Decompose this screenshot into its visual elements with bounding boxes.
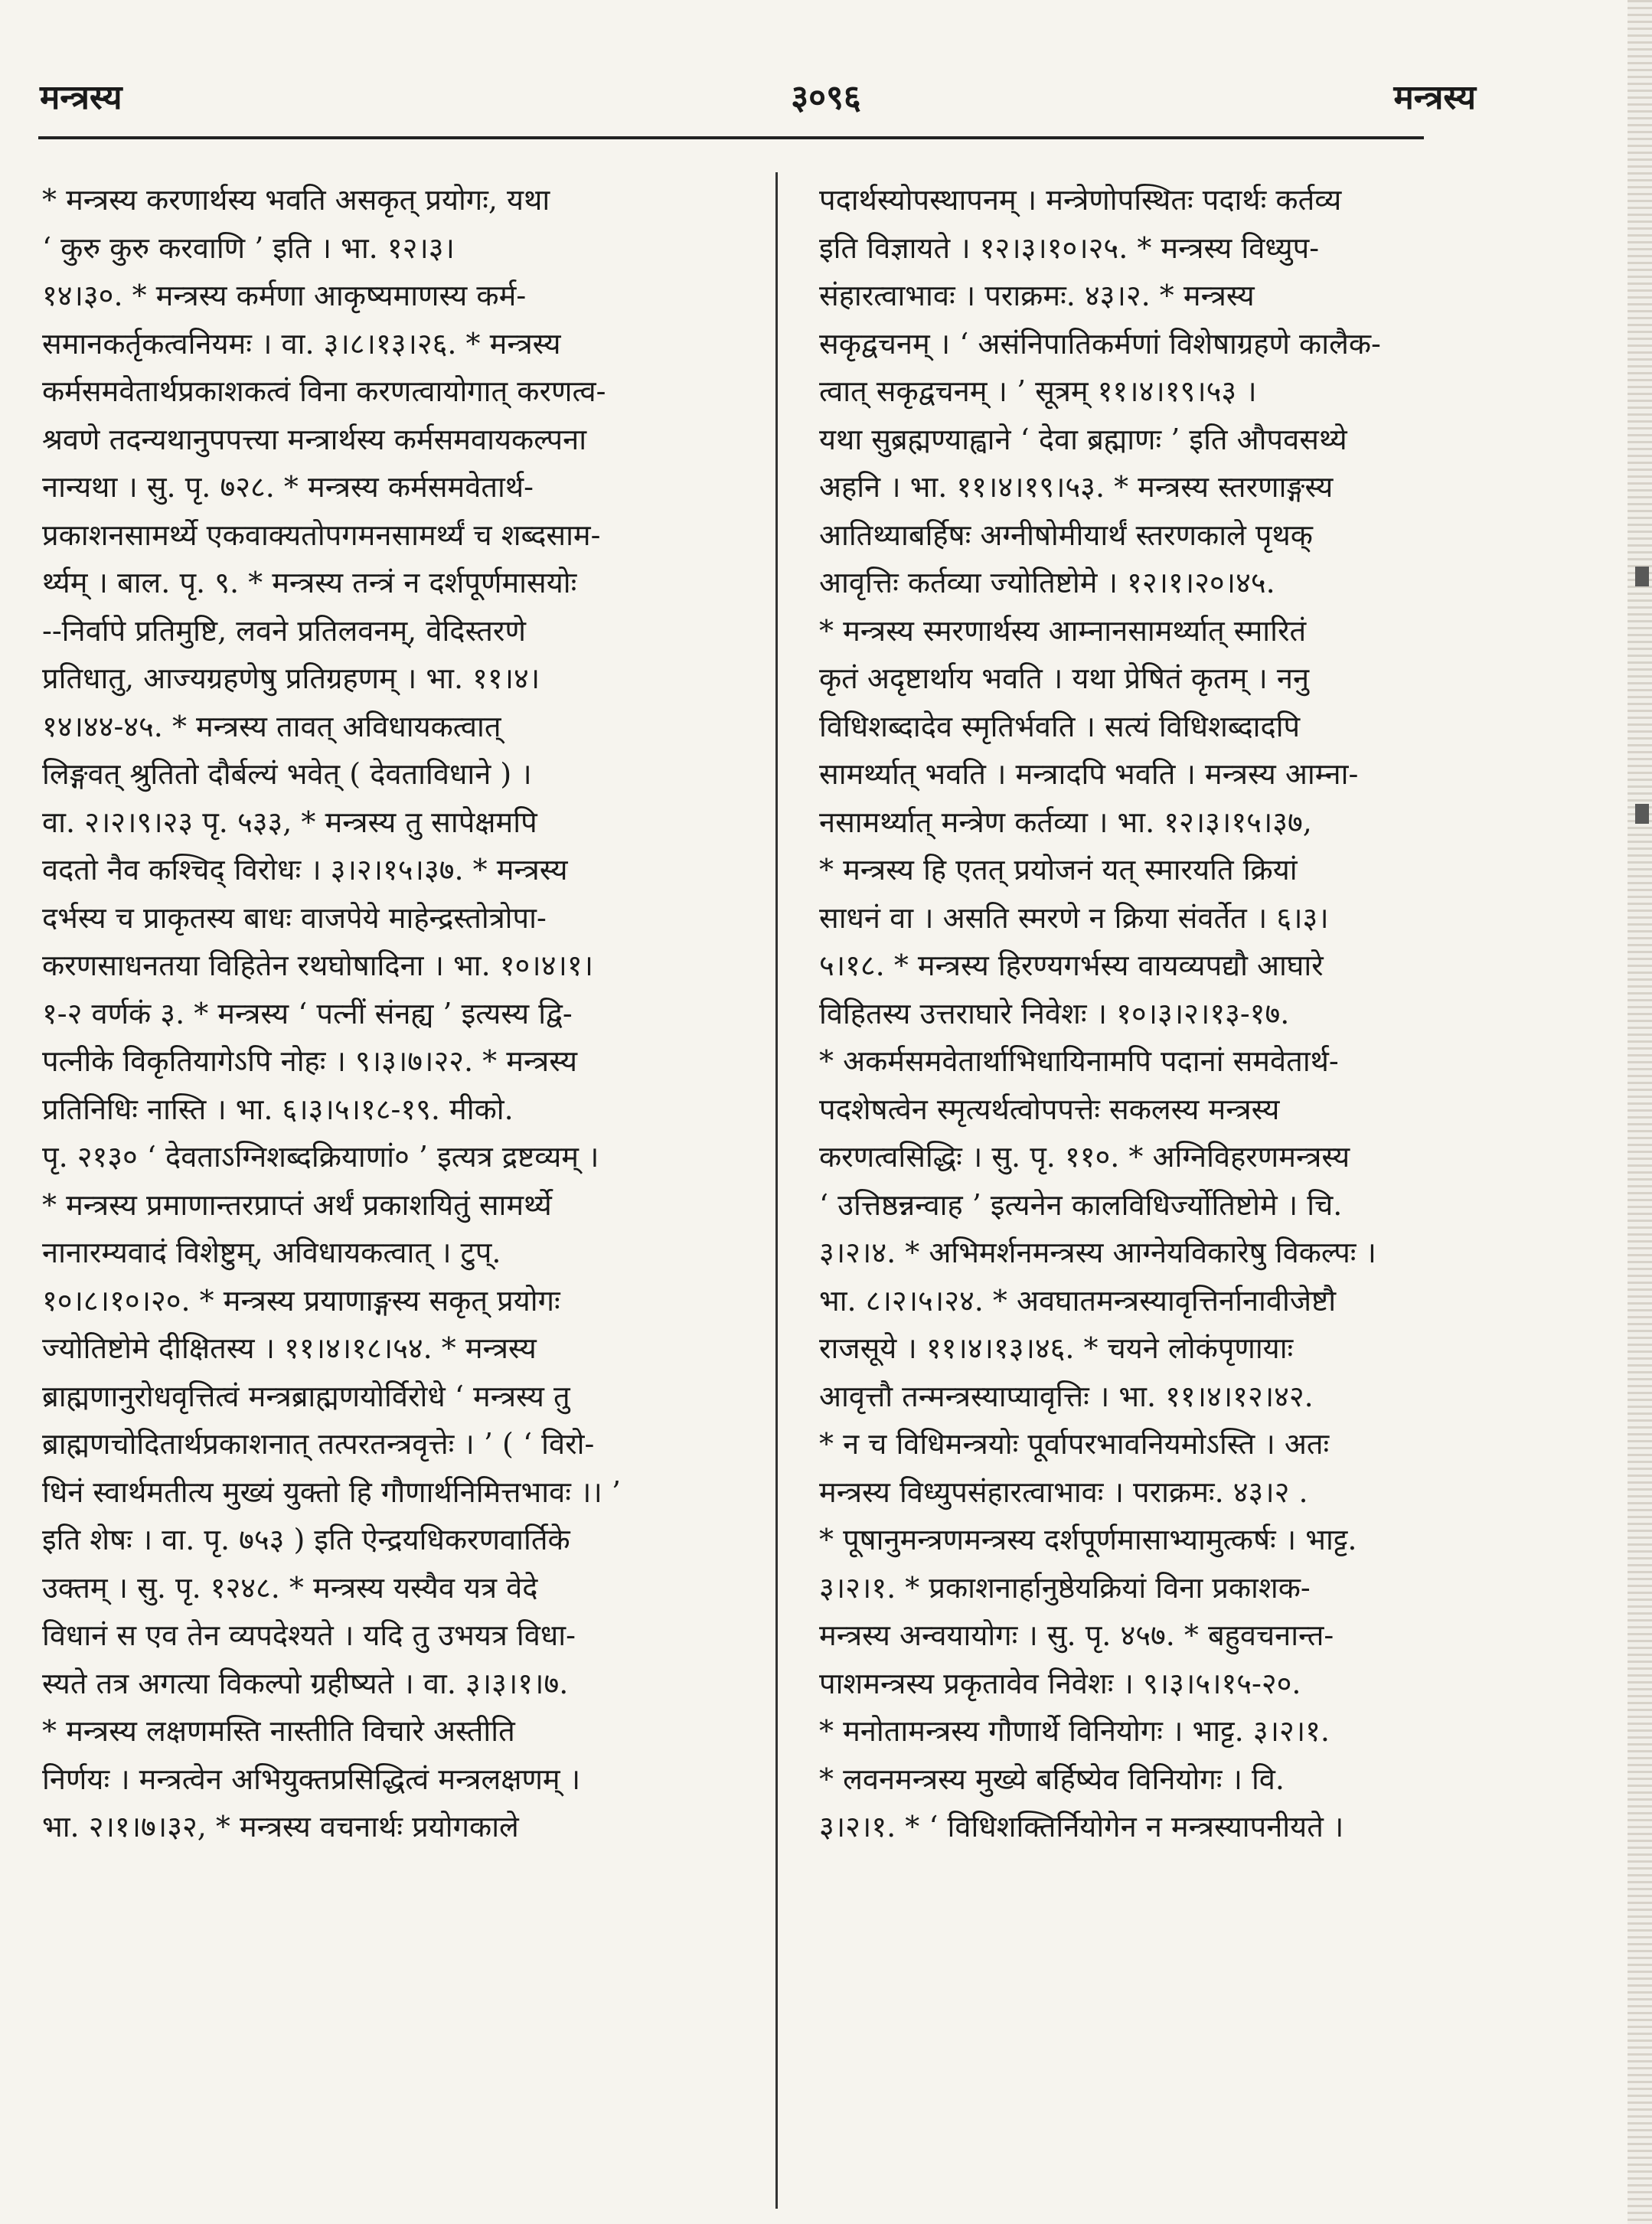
- text-line: १४।४४-४५. * मन्त्रस्य तावत् अविधायकत्वात्: [42, 709, 501, 743]
- text-line: र्थ्यम् । बाल. पृ. ९. * मन्त्रस्य तन्त्रं न दर्शपूर्णमासयोः: [42, 566, 577, 599]
- page-number: ३०९६: [791, 78, 861, 117]
- column-divider: [775, 172, 778, 2209]
- text-line: आवृत्तिः कर्तव्या ज्योतिष्टोमे । १२।१।२०।४५.: [819, 566, 1275, 599]
- text-line: संहारत्वाभावः । पराक्रमः. ४३।२. * मन्त्रस्य: [819, 279, 1255, 312]
- edge-mark: [1635, 804, 1649, 824]
- text-line: * लवनमन्त्रस्य मुख्ये बर्हिष्येव विनियोगः । वि.: [819, 1762, 1285, 1796]
- text-line: * मन्त्रस्य स्मरणार्थस्य आम्नानसामर्थ्यात् स्मारितं: [819, 613, 1307, 648]
- edge-mark: [1635, 567, 1649, 586]
- text-line: नान्यथा । सु. पृ. ७२८. * मन्त्रस्य कर्मसमवेतार्थ-: [42, 470, 534, 504]
- text-line: मन्त्रस्य विध्युपसंहारत्वाभावः । पराक्रमः. ४३।२ .: [819, 1475, 1308, 1509]
- text-line: * अकर्मसमवेतार्थाभिधायिनामपि पदानां समवेतार्थ-: [819, 1044, 1339, 1078]
- text-line: विधानं स एव तेन व्यपदेश्यते । यदि तु उभयत्र विधा-: [42, 1618, 576, 1652]
- text-line: * मन्त्रस्य करणार्थस्य भवति असकृत् प्रयोगः, यथा: [42, 183, 550, 217]
- text-line: * मनोतामन्त्रस्य गौणार्थे विनियोगः । भाट्ट. ३।२।१.: [819, 1714, 1330, 1748]
- text-line: भा. २।१।७।३२, * मन्त्रस्य वचनार्थः प्रयोगकाले: [42, 1810, 519, 1844]
- text-line: दर्भस्य च प्राकृतस्य बाधः वाजपेये माहेन्द्रस्तोत्रोपा-: [42, 900, 547, 935]
- text-line: इति विज्ञायते । १२।३।१०।२५. * मन्त्रस्य विध्युप-: [819, 230, 1320, 265]
- left-column: [42, 176, 762, 1851]
- text-line: पाशमन्त्रस्य प्रकृतावेव निवेशः । ९।३।५।१५-२०.: [819, 1666, 1301, 1700]
- text-line: आतिथ्याबर्हिषः अग्नीषोमीयार्थं स्तरणकाले पृथक्: [819, 518, 1313, 552]
- text-line: सामर्थ्यात् भवति । मन्त्रादपि भवति । मन्त्रस्य आम्ना-: [819, 757, 1359, 791]
- text-line: अहनि । भा. ११।४।१९।५३. * मन्त्रस्य स्तरणाङ्गस्य: [819, 470, 1334, 504]
- running-head-left: मन्त्रस्य: [40, 78, 122, 117]
- text-line: --निर्वापे प्रतिमुष्टि, लवने प्रतिलवनम्, वेदिस्तरणे: [42, 613, 526, 648]
- text-line: प्रकाशनसामर्थ्ये एकवाक्यतोपगमनसामर्थ्यं च शब्दसाम-: [42, 518, 601, 552]
- text-line: वा. २।२।९।२३ पृ. ५३३, * मन्त्रस्य तु सापेक्षमपि: [42, 805, 537, 839]
- text-line: पदार्थस्योपस्थापनम् । मन्त्रेणोपस्थितः पदार्थः कर्तव्य: [819, 183, 1342, 217]
- text-line: वदतो नैव कश्चिद् विरोधः । ३।२।१५।३७. * मन्त्रस्य: [42, 853, 568, 887]
- text-line: साधनं वा । असति स्मरणे न क्रिया संवर्तेत । ६।३।: [819, 900, 1329, 935]
- text-line: ‘ कुरु कुरु करवाणि ’ इति । भा. १२।३।: [42, 230, 455, 265]
- text-line: १-२ वर्णकं ३. * मन्त्रस्य ‘ पत्नीं संनह्य ’ इत्यस्य द्वि-: [42, 996, 573, 1030]
- text-line: इति शेषः । वा. पृ. ७५३ ) इति ऐन्द्रयधिकरणवार्तिके: [42, 1523, 570, 1556]
- text-line: कृतं अदृष्टार्थाय भवति । यथा प्रेषितं कृतम् । ननु: [819, 661, 1310, 695]
- text-line: ज्योतिष्टोमे दीक्षितस्य । ११।४।१८।५४. * मन्त्रस्य: [42, 1331, 537, 1365]
- text-line: ३।२।४. * अभिमर्शनमन्त्रस्य आग्नेयविकारेषु विकल्पः ।: [819, 1236, 1376, 1269]
- text-line: प्रतिनिधिः नास्ति । भा. ६।३।५।१८-१९. मीको.: [42, 1092, 514, 1126]
- text-line: कर्मसमवेतार्थप्रकाशकत्वं विना करणत्वायोगात् करणत्व-: [42, 374, 606, 408]
- text-line: प्रतिधातु, आज्यग्रहणेषु प्रतिग्रहणम् । भा. ११।४।: [42, 661, 540, 695]
- text-line: पृ. २१३० ‘ देवताऽग्निशब्दक्रियाणां० ’ इत्यत्र द्रष्टव्यम् ।: [42, 1140, 599, 1174]
- text-line: करणसाधनतया विहितेन रथघोषादिना । भा. १०।४।१।: [42, 949, 594, 982]
- text-line: पत्नीके विकृतियागेऽपि नोहः । ९।३।७।२२. * मन्त्रस्य: [42, 1044, 578, 1078]
- text-line: ५।१८. * मन्त्रस्य हिरण्यगर्भस्य वायव्यपद्यौ आघारे: [819, 949, 1324, 982]
- text-line: १४।३०. * मन्त्रस्य कर्मणा आकृष्यमाणस्य कर्म-: [42, 279, 527, 312]
- text-line: * पूषानुमन्त्रणमन्त्रस्य दर्शपूर्णमासाभ्यामुत्कर्षः । भाट्ट.: [819, 1523, 1357, 1556]
- text-line: त्वात् सकृद्वचनम् । ’ सूत्रम् ११।४।१९।५३ ।: [819, 374, 1257, 408]
- text-line: ब्राह्मणचोदितार्थप्रकाशनात् तत्परतन्त्रवृत्तेः । ’ ( ‘ विरो-: [42, 1427, 595, 1461]
- text-line: १०।८।१०।२०. * मन्त्रस्य प्रयाणाङ्गस्य सकृत् प्रयोगः: [42, 1283, 560, 1318]
- text-line: * मन्त्रस्य लक्षणमस्ति नास्तीति विचारे अस्तीति: [42, 1714, 515, 1748]
- text-line: भा. ८।२।५।२४. * अवघातमन्त्रस्यावृत्तिर्नानावीजेष्टौ: [819, 1283, 1337, 1318]
- text-line: धिनं स्वार्थमतीत्य मुख्यं युक्तो हि गौणार्थनिमित्तभावः ।। ’: [42, 1475, 621, 1509]
- text-line: समानकर्तृकत्वनियमः । वा. ३।८।१३।२६. * मन्त्रस्य: [42, 326, 561, 361]
- text-line: ब्राह्मणानुरोधवृत्तित्वं मन्त्रब्राह्मणयोर्विरोधे ‘ मन्त्रस्य तु: [42, 1379, 570, 1413]
- text-line: उक्तम् । सु. पृ. १२४८. * मन्त्रस्य यस्यैव यत्र वेदे: [42, 1570, 538, 1605]
- text-line: * न च विधिमन्त्रयोः पूर्वापरभावनियमोऽस्ति । अतः: [819, 1427, 1330, 1461]
- page-edge: [1628, 0, 1652, 2224]
- text-line: * मन्त्रस्य प्रमाणान्तरप्राप्तं अर्थं प्रकाशयितुं सामर्थ्ये: [42, 1187, 552, 1222]
- text-line: नानारम्यवादं विशेष्टुम्, अविधायकत्वात् । टुप्.: [42, 1236, 501, 1269]
- text-line: नसामर्थ्यात् मन्त्रेण कर्तव्या । भा. १२।३।१५।३७,: [819, 805, 1312, 839]
- text-line: लिङ्गवत् श्रुतितो दौर्बल्यं भवेत् ( देवताविधाने ) ।: [42, 757, 532, 791]
- text-line: आवृत्तौ तन्मन्त्रस्याप्यावृत्तिः । भा. ११।४।१२।४२.: [819, 1379, 1314, 1413]
- text-line: मन्त्रस्य अन्वयायोगः । सु. पृ. ४५७. * बहुवचनान्त-: [819, 1618, 1334, 1652]
- text-line: करणत्वसिद्धिः । सु. पृ. ११०. * अग्निविहरणमन्त्रस्य: [819, 1140, 1350, 1174]
- text-line: यथा सुब्रह्मण्याह्वाने ‘ देवा ब्रह्माणः ’ इति औपवसथ्ये: [819, 422, 1347, 456]
- text-line: पदशेषत्वेन स्मृत्यर्थत्वोपपत्तेः सकलस्य मन्त्रस्य: [819, 1092, 1280, 1126]
- text-line: विहितस्य उत्तराघारे निवेशः । १०।३।२।१३-१७.: [819, 996, 1290, 1030]
- text-line: श्रवणे तदन्यथानुपपत्त्या मन्त्रार्थस्य कर्मसमवायकल्पना: [42, 422, 587, 456]
- running-head-right: मन्त्रस्य: [1393, 78, 1476, 117]
- text-line: * मन्त्रस्य हि एतत् प्रयोजनं यत् स्मारयति क्रियां: [819, 853, 1298, 887]
- text-line: सकृद्वचनम् । ‘ असंनिपातिकर्मणां विशेषाग्रहणे कालैक-: [819, 326, 1381, 361]
- header-rule: [38, 136, 1424, 139]
- text-line: ३।२।१. * ‘ विधिशक्तिर्नियोगेन न मन्त्रस्यापनीयते ।: [819, 1810, 1344, 1844]
- text-line: राजसूये । ११।४।१३।४६. * चयने लोकंपृणायाः: [819, 1331, 1294, 1365]
- text-line: स्यते तत्र अगत्या विकल्पो ग्रहीष्यते । वा. ३।३।१।७.: [42, 1666, 569, 1700]
- text-line: ३।२।१. * प्रकाशनार्हानुष्ठेयक्रियां विना प्रकाशक-: [819, 1570, 1311, 1605]
- text-line: निर्णयः । मन्त्रत्वेन अभियुक्तप्रसिद्धित्वं मन्त्रलक्षणम् ।: [42, 1762, 581, 1796]
- right-column: [819, 176, 1539, 1851]
- text-line: ‘ उत्तिष्ठन्नन्वाह ’ इत्यनेन कालविधिर्ज्योतिष्टोमे । चि.: [819, 1187, 1343, 1222]
- text-line: विधिशब्दादेव स्मृतिर्भवति । सत्यं विधिशब्दादपि: [819, 709, 1301, 743]
